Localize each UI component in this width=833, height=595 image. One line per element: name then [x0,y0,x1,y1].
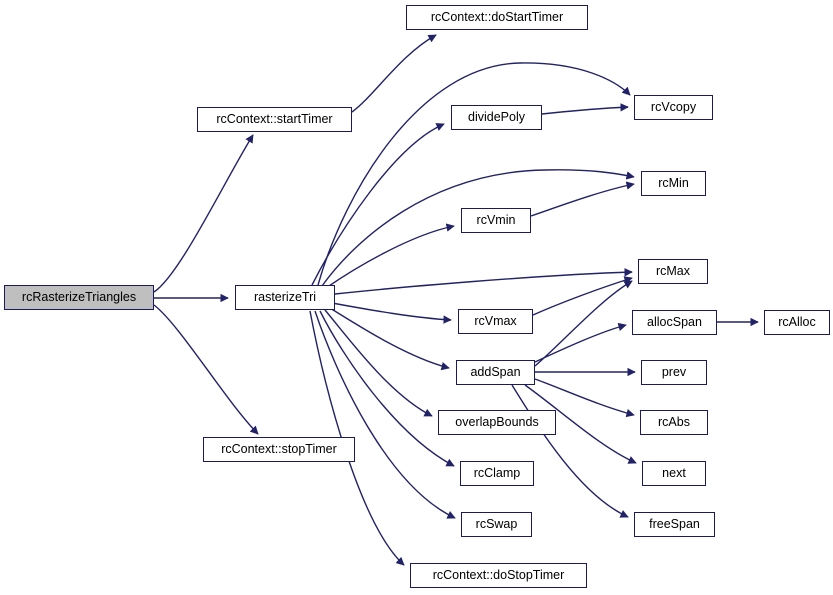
node-rcClamp[interactable] [460,461,534,486]
node-label: rcMin [658,176,689,191]
edge-rcRasterizeTriangles-stopTimer [154,305,258,434]
node-label: rcSwap [475,517,518,532]
node-rcAlloc[interactable] [764,310,830,335]
node-prev[interactable] [641,360,707,385]
node-label: rcMax [655,264,691,279]
node-rcRasterizeTriangles[interactable] [4,285,154,310]
node-rcContext-startTimer[interactable] [197,107,352,132]
node-allocSpan[interactable] [632,310,717,335]
node-label: rcAbs [658,415,690,430]
edge-rasterizeTri-overlapBounds [325,310,432,416]
node-label: allocSpan [647,315,702,330]
node-label: prev [661,365,687,380]
edge-addSpan-freeSpan [512,385,628,517]
edge-rasterizeTri-rcVmax [332,303,451,320]
node-rcMax[interactable] [638,259,708,284]
node-label: rcAlloc [778,315,816,330]
node-label: rcContext::doStopTimer [432,568,565,583]
node-freeSpan[interactable] [634,512,715,537]
node-rcVmin[interactable] [461,208,531,233]
edge-rcRasterizeTriangles-startTimer [154,135,253,292]
node-label: rcContext::doStartTimer [430,10,564,25]
edge-startTimer-doStartTimer [352,35,436,112]
node-rcSwap[interactable] [461,512,532,537]
node-rcContext-doStartTimer[interactable] [406,5,588,30]
node-label: dividePoly [468,110,525,125]
edge-rasterizeTri-rcSwap [315,311,455,518]
node-dividePoly[interactable] [451,105,542,130]
node-label: rcRasterizeTriangles [21,290,137,305]
edge-rasterizeTri-rcVcopy [318,63,630,285]
node-rcContext-stopTimer[interactable] [203,437,355,462]
node-label: freeSpan [649,517,700,532]
node-label: rcVmax [474,314,517,329]
node-rcVcopy[interactable] [634,95,713,120]
node-overlapBounds[interactable] [438,410,556,435]
edge-rasterizeTri-dividePoly [312,124,444,285]
edge-rcVmin-rcMin [531,184,634,216]
edge-addSpan-allocSpan [535,325,626,362]
edge-rasterizeTri-addSpan [330,308,449,368]
node-rcAbs[interactable] [640,410,708,435]
node-addSpan[interactable] [456,360,535,385]
node-label: next [662,466,686,481]
node-rcMin[interactable] [641,171,706,196]
node-label: rcClamp [473,466,521,481]
node-label: overlapBounds [455,415,539,430]
node-label: rcContext::startTimer [216,112,333,127]
node-rcContext-doStopTimer[interactable] [410,563,587,588]
edge-addSpan-rcMax [535,281,632,366]
node-label: addSpan [470,365,521,380]
node-rcVmax[interactable] [458,309,533,334]
node-label: rasterizeTri [253,290,317,305]
edge-dividePoly-rcVcopy [542,107,628,114]
node-label: rcVcopy [650,100,697,115]
edge-rasterizeTri-rcVmin [326,226,454,288]
node-rasterizeTri[interactable] [235,285,335,310]
node-label: rcContext::stopTimer [221,442,337,457]
node-label: rcVmin [476,213,516,228]
edge-rasterizeTri-rcMax [335,272,632,294]
node-next[interactable] [642,461,706,486]
edge-rcVmax-rcMax [533,278,632,315]
